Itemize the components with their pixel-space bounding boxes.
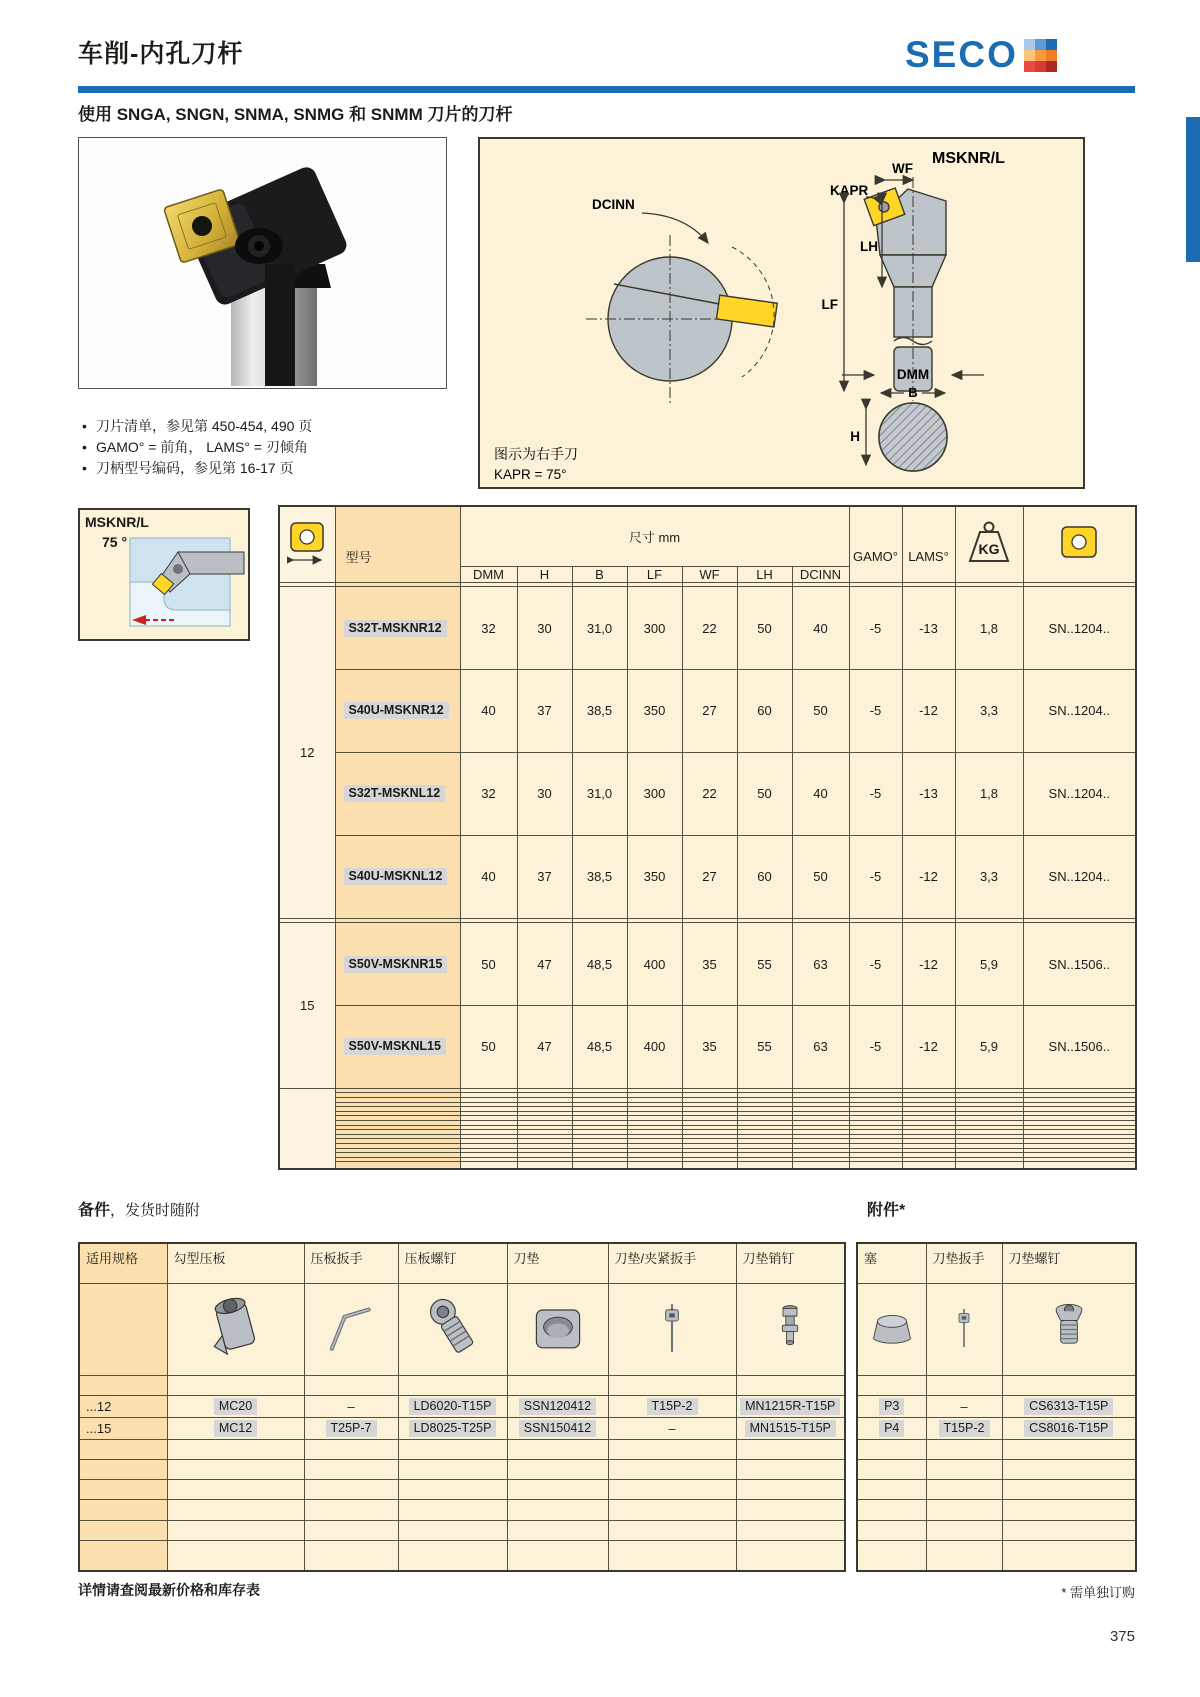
cell — [902, 1162, 955, 1169]
cell — [857, 1520, 926, 1540]
main-table-header — [279, 506, 1136, 566]
svg-text:LH: LH — [860, 239, 878, 254]
cell — [736, 1540, 845, 1571]
empty-row — [857, 1480, 1136, 1500]
seco-logo-mark-icon — [1024, 39, 1057, 72]
cell — [398, 1520, 507, 1540]
empty-row — [79, 1520, 845, 1540]
cell — [792, 1162, 849, 1169]
order-separately-note: * 需单独订购 — [1061, 1585, 1135, 1600]
svg-text:LF: LF — [821, 297, 838, 312]
svg-text:H: H — [850, 429, 860, 444]
cell — [926, 1520, 1002, 1540]
cell — [304, 1439, 398, 1459]
cell — [304, 1459, 398, 1479]
cell — [460, 1162, 517, 1169]
spares-title: 备件，发货时随附 — [78, 1202, 201, 1219]
empty-row — [857, 1439, 1136, 1459]
accessories-table — [856, 1242, 1137, 1572]
svg-text:WF: WF — [892, 161, 913, 176]
cell — [335, 1162, 460, 1169]
table-row: S32T-MSKNL12 32 30 31,0 300 22 50 40 -5 -13 1,8 SN..1204.. — [279, 752, 1136, 835]
cell — [857, 1480, 926, 1500]
weight-icon — [955, 506, 1023, 582]
spares-images — [79, 1283, 845, 1375]
sidebar-model-label: MSKNR/L — [85, 514, 149, 530]
technical-diagram-panel — [478, 137, 1085, 489]
svg-text:B: B — [908, 385, 918, 400]
empty-row — [857, 1375, 1136, 1395]
model-code: S40U-MSKNR12 — [344, 702, 449, 719]
empty-row — [279, 1162, 1136, 1169]
cell — [167, 1500, 304, 1520]
lams-column-header: LAMS° — [902, 506, 955, 582]
price-list-note: 详情请查阅最新价格和库存表 — [78, 1582, 260, 1598]
sidebar-angle-label: 75 ° — [102, 534, 128, 550]
cell — [608, 1540, 736, 1571]
empty-row — [79, 1540, 845, 1571]
cell — [926, 1500, 1002, 1520]
note-item: • 刀片清单，参见第 450-454, 490 页 — [82, 416, 312, 437]
model-code: S50V-MSKNL15 — [344, 1038, 446, 1055]
cell — [1002, 1459, 1136, 1479]
cell — [736, 1439, 845, 1459]
bullet-icon: • — [82, 439, 87, 455]
accessories-title: 附件* — [867, 1202, 906, 1219]
size-group-label: 15 — [279, 923, 335, 1089]
notes-list — [82, 416, 312, 479]
cell — [736, 1520, 845, 1540]
empty-row — [79, 1459, 845, 1479]
model-code: S50V-MSKNR15 — [344, 956, 448, 973]
shim-icon — [507, 1283, 608, 1375]
boring-application-icon — [128, 536, 246, 638]
table-row: S40U-MSKNL12 40 37 38,5 350 27 60 50 -5 -12 3,3 SN..1204.. — [279, 835, 1136, 918]
cell — [737, 1162, 792, 1169]
model-code: S32T-MSKNR12 — [344, 620, 447, 637]
cell — [507, 1459, 608, 1479]
cell — [79, 1520, 167, 1540]
boring-bar-photo-icon — [79, 138, 444, 386]
cell — [398, 1459, 507, 1479]
svg-text:图示为右手刀: 图示为右手刀 — [494, 446, 578, 462]
insert-column-icon — [1023, 506, 1136, 582]
bullet-icon: • — [82, 460, 87, 476]
cell — [398, 1439, 507, 1459]
page-number: 375 — [1109, 1628, 1135, 1645]
empty-row — [79, 1439, 845, 1459]
table-row: P3 – CS6313-T15P — [857, 1395, 1136, 1417]
cell — [849, 1162, 902, 1169]
hook-clamp-icon — [167, 1283, 304, 1375]
cell — [304, 1480, 398, 1500]
cell — [857, 1500, 926, 1520]
spares-table — [78, 1242, 846, 1572]
cell — [507, 1480, 608, 1500]
svg-text:DMM: DMM — [896, 367, 930, 382]
cell — [926, 1459, 1002, 1479]
cell — [79, 1540, 167, 1571]
model-code: S32T-MSKNL12 — [344, 785, 446, 802]
cell — [507, 1520, 608, 1540]
cell — [167, 1540, 304, 1571]
cell — [608, 1500, 736, 1520]
dimension-columns: DMM H B LF WF LH DCINN — [279, 566, 1136, 582]
cell — [926, 1540, 1002, 1571]
cell — [167, 1439, 304, 1459]
empty-row — [79, 1375, 845, 1395]
shim-clamp-wrench-icon — [608, 1283, 736, 1375]
clamp-screw-icon — [398, 1283, 507, 1375]
cell — [857, 1439, 926, 1459]
empty-row — [857, 1520, 1136, 1540]
table-row: S40U-MSKNR12 40 37 38,5 350 27 60 50 -5 -12 3,3 SN..1204.. — [279, 669, 1136, 752]
spares-header: 适用规格 勾型压板 压板扳手 压板螺钉 刀垫 刀垫/夹紧扳手 刀垫销钉 — [79, 1243, 845, 1283]
accessories-images — [857, 1283, 1136, 1375]
cell — [507, 1439, 608, 1459]
svg-text:DCINN: DCINN — [592, 197, 635, 212]
shim-pin-icon — [736, 1283, 845, 1375]
seco-logo — [905, 34, 1057, 75]
cell — [398, 1480, 507, 1500]
cell — [857, 1540, 926, 1571]
cell — [517, 1162, 572, 1169]
cell — [1002, 1500, 1136, 1520]
cell — [167, 1520, 304, 1540]
model-sidebar — [78, 508, 250, 641]
table-row: ...15 MC12 T25P-7 LD8025-T25P SSN150412 – MN1515-T15P — [79, 1417, 845, 1439]
cell — [1002, 1439, 1136, 1459]
empty-row — [857, 1500, 1136, 1520]
cell — [1002, 1520, 1136, 1540]
seco-logo-text: SECO — [905, 34, 1018, 75]
cell — [736, 1459, 845, 1479]
cell — [926, 1439, 1002, 1459]
table-row: 15 S50V-MSKNR15 50 47 48,5 400 35 55 63 -5 -12 5,9 SN..1506.. — [279, 923, 1136, 1006]
model-column-header: 型号 — [335, 506, 460, 582]
cell — [608, 1439, 736, 1459]
bullet-icon: • — [82, 418, 87, 434]
page-edge-tab — [1186, 117, 1200, 262]
shim-screw-icon — [1002, 1283, 1136, 1375]
main-table — [278, 505, 1137, 1170]
cell — [507, 1540, 608, 1571]
cell — [627, 1162, 682, 1169]
accessories-header: 塞 刀垫扳手 刀垫螺钉 — [857, 1243, 1136, 1283]
insert-shape-icon — [279, 506, 335, 582]
cell — [736, 1480, 845, 1500]
gamo-column-header: GAMO° — [849, 506, 902, 582]
cell — [398, 1540, 507, 1571]
hex-key-icon — [304, 1283, 398, 1375]
cell — [1023, 1162, 1136, 1169]
empty-row — [857, 1540, 1136, 1571]
note-item: • GAMO° = 前角， LAMS° = 刃倾角 — [82, 437, 312, 458]
cell — [304, 1540, 398, 1571]
cell — [507, 1500, 608, 1520]
table-row: 12 S32T-MSKNR12 32 30 31,0 300 22 50 40 -5 -13 1,8 SN..1204.. — [279, 587, 1136, 670]
table-row: S50V-MSKNL15 50 47 48,5 400 35 55 63 -5 -12 5,9 SN..1506.. — [279, 1005, 1136, 1088]
empty-row — [857, 1459, 1136, 1479]
svg-text:KAPR = 75°: KAPR = 75° — [494, 467, 567, 482]
cell — [682, 1162, 737, 1169]
dimensions-header: 尺寸 mm — [460, 506, 849, 566]
cell — [608, 1480, 736, 1500]
header-rule — [78, 86, 1135, 93]
table-row: P4 T15P-2 CS8016-T15P — [857, 1417, 1136, 1439]
cell — [167, 1459, 304, 1479]
page-title: 车削-内孔刀杆 — [78, 40, 244, 68]
cell — [572, 1162, 627, 1169]
cell — [304, 1520, 398, 1540]
cell — [79, 1480, 167, 1500]
cell — [608, 1520, 736, 1540]
plug-icon — [857, 1283, 926, 1375]
table-row: ...12 MC20 – LD6020-T15P SSN120412 T15P-2 MN1215R-T15P — [79, 1395, 845, 1417]
svg-text:MSKNR/L: MSKNR/L — [932, 150, 1005, 167]
size-group-label: 12 — [279, 587, 335, 918]
product-photo — [78, 137, 447, 389]
note-item: • 刀柄型号编码，参见第 16-17 页 — [82, 458, 312, 479]
cell — [955, 1162, 1023, 1169]
model-code: S40U-MSKNL12 — [344, 868, 448, 885]
cell — [1002, 1540, 1136, 1571]
svg-text:KAPR: KAPR — [830, 183, 869, 198]
cell — [736, 1500, 845, 1520]
empty-row — [79, 1480, 845, 1500]
empty-row — [79, 1500, 845, 1520]
cell — [304, 1500, 398, 1520]
cell — [857, 1459, 926, 1479]
dimension-diagram-icon — [480, 139, 1083, 487]
cell — [608, 1459, 736, 1479]
cell — [398, 1500, 507, 1520]
cell — [926, 1480, 1002, 1500]
subtitle: 使用 SNGA, SNGN, SNMA, SNMG 和 SNMM 刀片的刀杆 — [78, 105, 513, 124]
cell — [279, 1088, 335, 1169]
cell — [79, 1500, 167, 1520]
shim-wrench-icon — [926, 1283, 1002, 1375]
cell — [79, 1459, 167, 1479]
cell — [167, 1480, 304, 1500]
cell — [79, 1439, 167, 1459]
svg-text:KG: KG — [978, 540, 1000, 557]
cell — [1002, 1480, 1136, 1500]
